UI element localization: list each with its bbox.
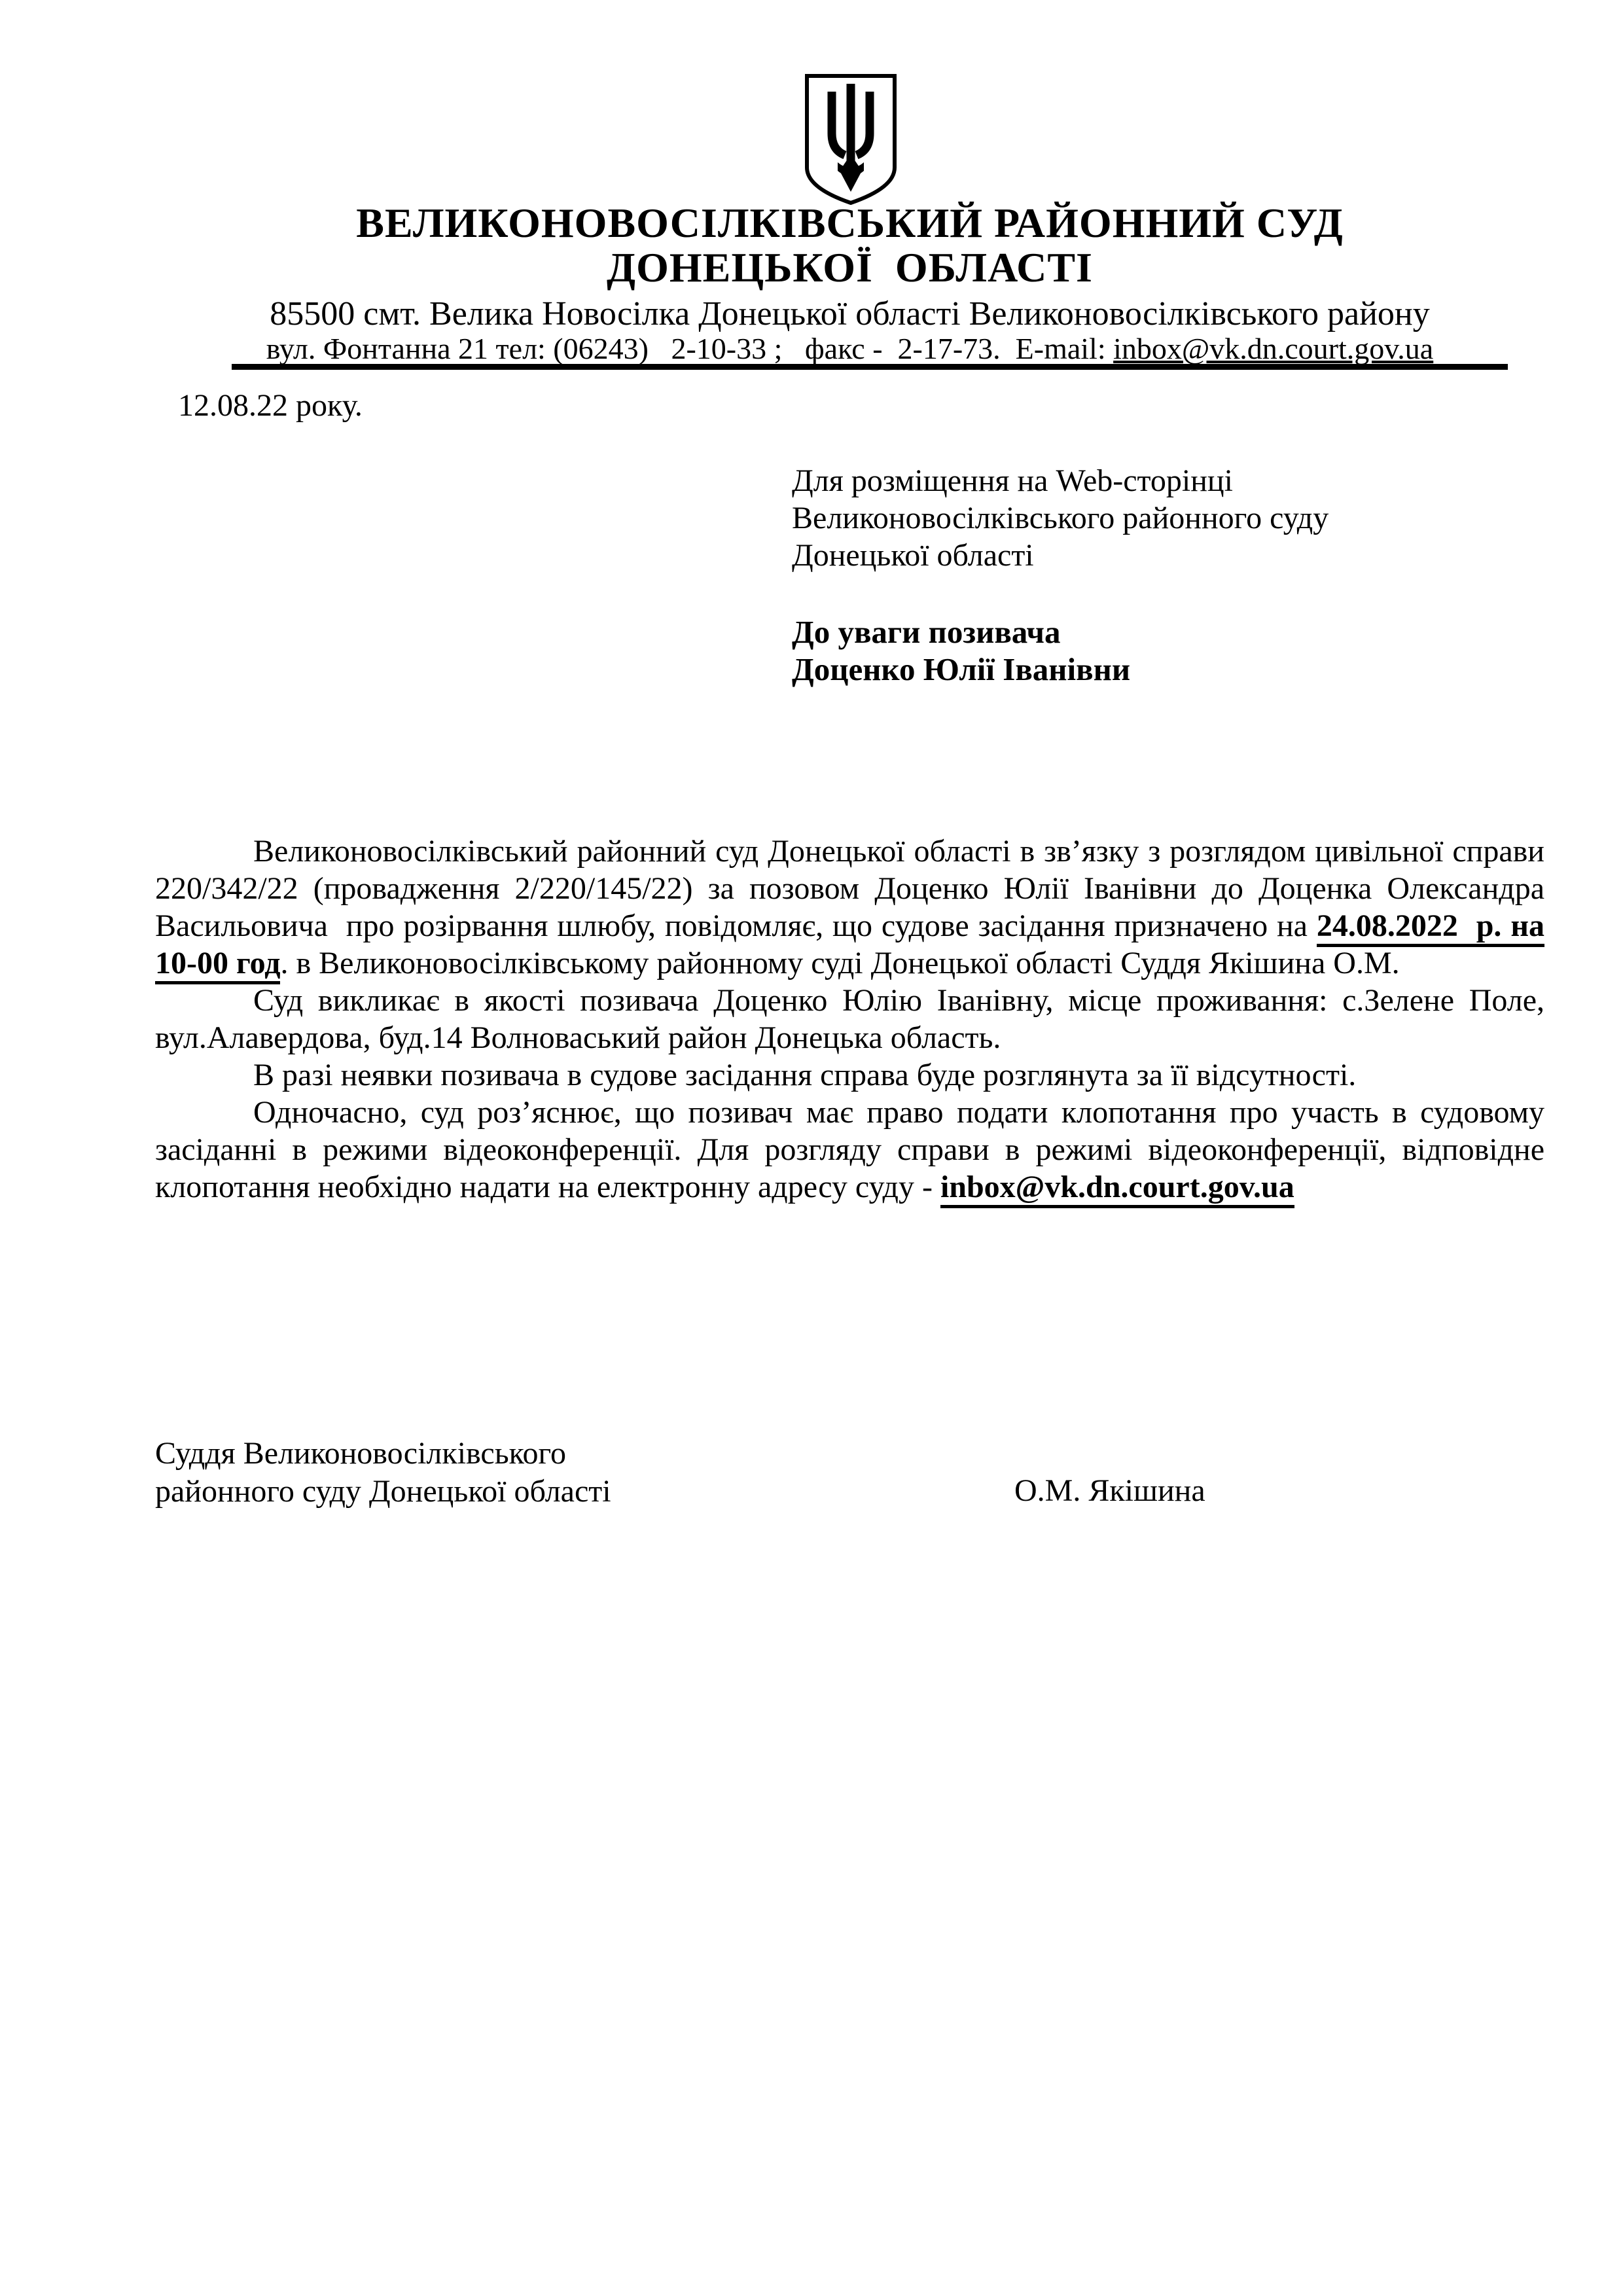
hearing-date-bold: 24.08.2022 р. на 10-00 год [155, 908, 1544, 984]
addressee-line-2: Великоновосілківського районного суду [792, 501, 1329, 535]
addressee-line-3: Донецької області [792, 538, 1034, 573]
addressee-block [792, 462, 1329, 688]
court-address: 85500 смт. Велика Новосілка Донецької області Великоновосілківського району [270, 295, 1430, 332]
paragraph-1-continuation: . в Великоновосілківському районному суді Донецької області Суддя Якішина О.М. [280, 946, 1400, 980]
ukraine-trident-emblem-icon [802, 72, 900, 207]
header-divider-line [232, 364, 1508, 370]
attention-block [792, 613, 1329, 688]
paragraph-1-text: Великоновосілківський районний суд Донецької області в зв’язку з розглядом цивільної справи 220/342/22 (провадження 2/220/145/22) за позовом Доценко Юлії Іванівни до Доценка Олександра Васильовича про розірвання шлюбу, повідомляє, що судове засідання призначено на [155, 834, 1544, 943]
addressee-line-1: Для розміщення на Web-сторінці [792, 463, 1233, 498]
judge-name: О.М. Якішина [1014, 1473, 1205, 1508]
court-name-line1: ВЕЛИКОНОВОСІЛКІВСЬКИЙ РАЙОННИЙ СУД [356, 200, 1344, 246]
paragraph-hearing-notice [155, 833, 1544, 982]
signature-title-line-1: Суддя Великоновосілківського [155, 1436, 566, 1471]
court-email-bold: inbox@vk.dn.court.gov.ua [940, 1170, 1294, 1208]
court-contacts [155, 331, 1544, 366]
signature-title-line-2: районного суду Донецької області [155, 1474, 611, 1509]
letter-body [155, 833, 1544, 1206]
paragraph-summons: Суд викликає в якості позивача Доценко Юлію Іванівну, місце проживання: с.Зелене Поле, вул.Алавердова, буд.14 Волноваський район Донецька область. [155, 983, 1544, 1055]
document-date: 12.08.22 року. [178, 388, 363, 423]
attention-line: До уваги позивача [792, 614, 1061, 650]
court-name-line2: ДОНЕЦЬКОЇ ОБЛАСТІ [607, 244, 1093, 291]
plaintiff-name: Доценко Юлії Іванівни [792, 651, 1131, 687]
signature-block [155, 1435, 611, 1511]
court-contacts-text: вул. Фонтанна 21 тел: (06243) 2-10-33 ; факс - 2-17-73. E-mail: [266, 332, 1114, 365]
paragraph-videoconference [155, 1094, 1544, 1206]
paragraph-4-text: Одночасно, суд роз’яснює, що позивач має право подати клопотання про участь в судовому засіданні в режими відеоконференції. Для розгляду справи в режимі відеоконференції, відповідне клопотання необхідно надати на електронну адресу суду - [155, 1095, 1544, 1204]
court-email-link: inbox@vk.dn.court.gov.ua [1113, 332, 1434, 365]
paragraph-absence-warning: В разі неявки позивача в судове засідання справа буде розглянута за її відсутності. [253, 1058, 1357, 1092]
